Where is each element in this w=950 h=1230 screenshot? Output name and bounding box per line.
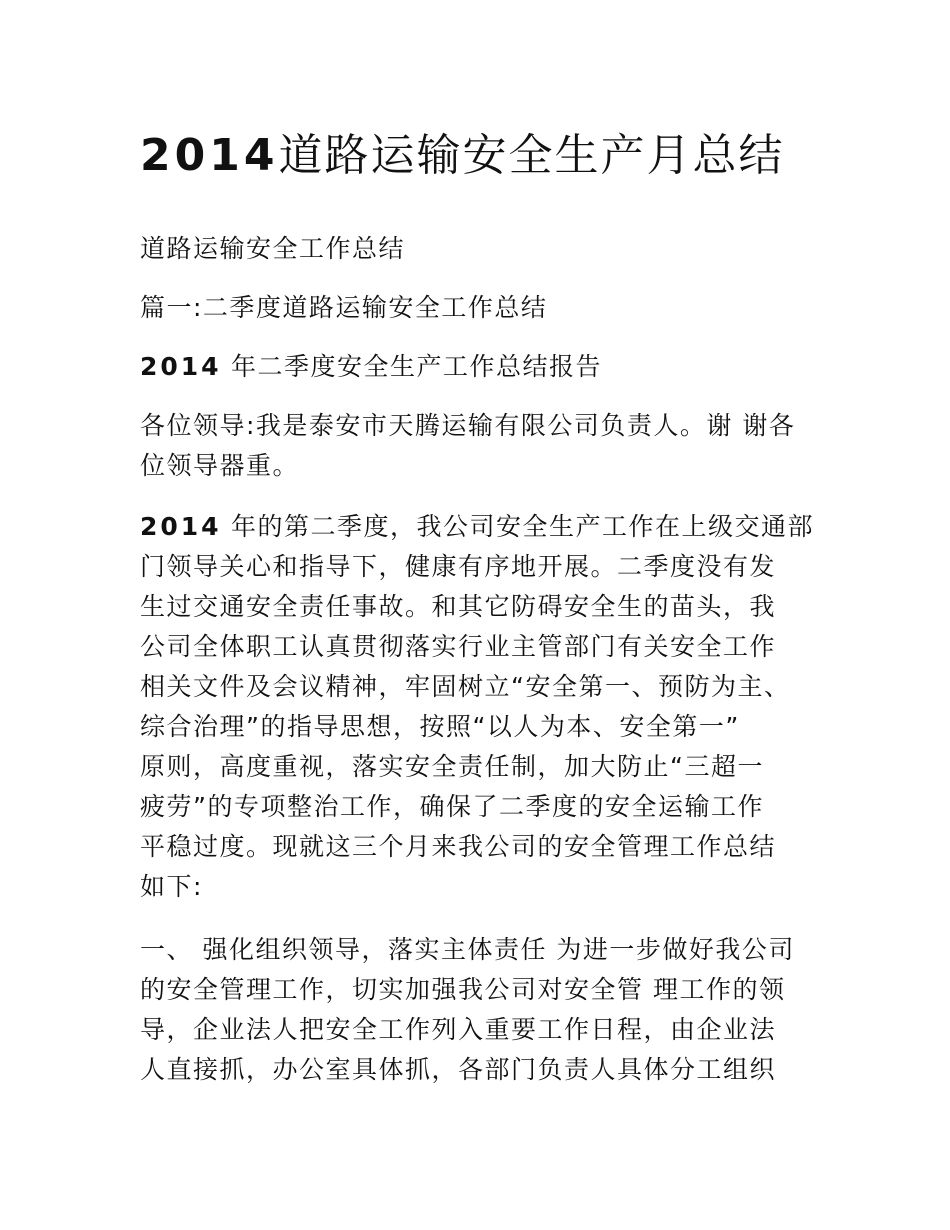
paragraph-line: 门领导关心和指导下，健康有序地开展。二季度没有发 bbox=[140, 552, 777, 581]
heading-report-title bbox=[140, 348, 820, 386]
overview-first-line: 年的第二季度，我公司安全生产工作在上级交通部 bbox=[231, 512, 815, 541]
paragraph-line bbox=[140, 507, 820, 547]
paragraph-line: 各位领导:我是泰安市天腾运输有限公司负责人。谢 谢各 bbox=[140, 411, 796, 440]
report-title-text: 年二季度安全生产工作总结报告 bbox=[231, 352, 603, 381]
title-text: 道路运输安全生产月总结 bbox=[278, 130, 785, 181]
paragraph-line: 疲劳”的专项整治工作，确保了二季度的安全运输工作 bbox=[140, 792, 764, 821]
paragraph-line: 原则，高度重视，落实安全责任制，加大防止“三超一 bbox=[140, 752, 764, 781]
paragraph-line: 导，企业法人把安全工作列入重要工作日程，由企业法 bbox=[140, 1015, 777, 1044]
paragraph-line: 位领导器重。 bbox=[140, 451, 300, 480]
heading-chapter-one: 篇一:二季度道路运输安全工作总结 bbox=[140, 293, 548, 322]
paragraph-line: 一、 强化组织领导，落实主体责任 为进一步做好我公司 bbox=[140, 935, 795, 964]
report-year: 2014 bbox=[140, 352, 222, 381]
overview-year: 2014 bbox=[140, 512, 222, 541]
title-year: 2014 bbox=[140, 130, 279, 181]
paragraph-line: 平稳过度。现就这三个月来我公司的安全管理工作总结 bbox=[140, 832, 777, 861]
paragraph-line: 综合治理”的指导思想，按照“以人为本、安全第一” bbox=[140, 712, 740, 741]
paragraph-section-one bbox=[140, 930, 820, 1090]
heading-safety-summary: 道路运输安全工作总结 bbox=[140, 234, 406, 263]
paragraph-overview bbox=[140, 507, 820, 907]
paragraph-line: 如下: bbox=[140, 872, 203, 901]
paragraph-line: 生过交通安全责任事故。和其它防碍安全生的苗头，我 bbox=[140, 592, 777, 621]
paragraph-greeting bbox=[140, 406, 820, 486]
paragraph-line: 公司全体职工认真贯彻落实行业主管部门有关安全工作 bbox=[140, 632, 777, 661]
paragraph-line: 相关文件及会议精神，牢固树立“安全第一、预防为主、 bbox=[140, 672, 791, 701]
paragraph-line: 的安全管理工作，切实加强我公司对安全管 理工作的领 bbox=[140, 975, 786, 1004]
paragraph-line: 人直接抓，办公室具体抓，各部门负责人具体分工组织 bbox=[140, 1055, 777, 1084]
document-title bbox=[140, 126, 820, 186]
